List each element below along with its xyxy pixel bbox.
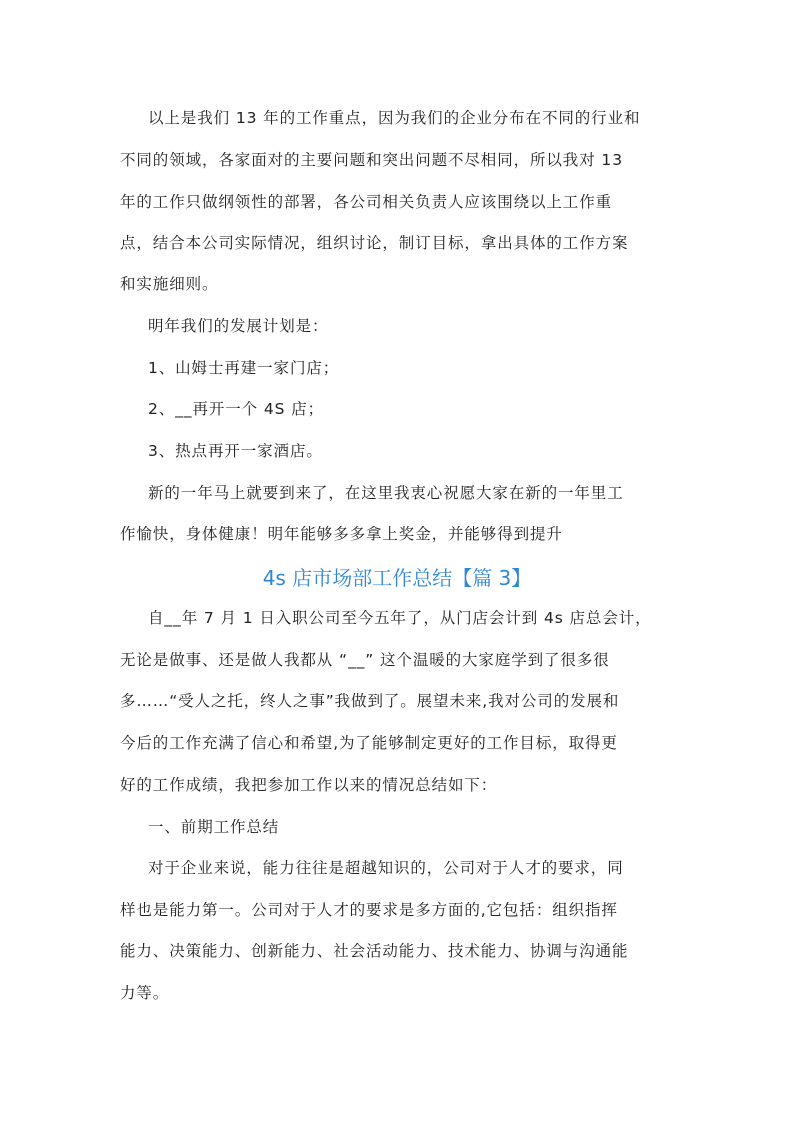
paragraph-line: 对于企业来说，能力往往是超越知识的，公司对于人才的要求，同 [148, 859, 624, 877]
paragraph-line: 不同的领域，各家面对的主要问题和突出问题不尽相同，所以我对 13 [120, 151, 623, 169]
paragraph-line: 能力、决策能力、创新能力、社会活动能力、技术能力、协调与沟通能 [120, 942, 629, 960]
paragraph-line: 新的一年马上就要到来了，在这里我衷心祝愿大家在新的一年里工 [148, 484, 624, 502]
paragraph-line: 以上是我们 13 年的工作重点，因为我们的企业分布在不同的行业和 [148, 109, 641, 127]
section-title: 4s 店市场部工作总结【篇 3】 [262, 566, 532, 590]
paragraph-line: 点，结合本公司实际情况，组织讨论，制订目标，拿出具体的工作方案 [120, 234, 629, 252]
paragraph-line: 无论是做事、还是做人我都从 “__” 这个温暖的大家庭学到了很多很 [120, 651, 610, 669]
plan-item: 2、__再开一个 4S 店； [148, 400, 325, 418]
paragraph-line: 好的工作成绩，我把参加工作以来的情况总结如下： [120, 776, 498, 794]
paragraph-line: 样也是能力第一。公司对于人才的要求是多方面的,它包括：组织指挥 [120, 901, 618, 919]
plan-item: 1、山姆士再建一家门店； [148, 359, 340, 377]
plan-intro: 明年我们的发展计划是： [148, 317, 329, 335]
paragraph-line: 多……“受人之托，终人之事”我做到了。展望未来,我对公司的发展和 [120, 692, 620, 710]
paragraph-line: 作愉快，身体健康！明年能够多多拿上奖金，并能够得到提升 [120, 525, 563, 543]
paragraph-line: 自__年 7 月 1 日入职公司至今五年了，从门店会计到 4s 店总会计， [148, 609, 652, 627]
paragraph-line: 力等。 [120, 984, 170, 1002]
plan-item: 3、热点再开一家酒店。 [148, 442, 323, 460]
paragraph-line: 和实施细则。 [120, 275, 219, 293]
subheading: 一、前期工作总结 [148, 818, 280, 836]
paragraph-line: 今后的工作充满了信心和希望,为了能够制定更好的工作目标，取得更 [120, 734, 618, 752]
paragraph-line: 年的工作只做纲领性的部署，各公司相关负责人应该围绕以上工作重 [120, 193, 613, 211]
